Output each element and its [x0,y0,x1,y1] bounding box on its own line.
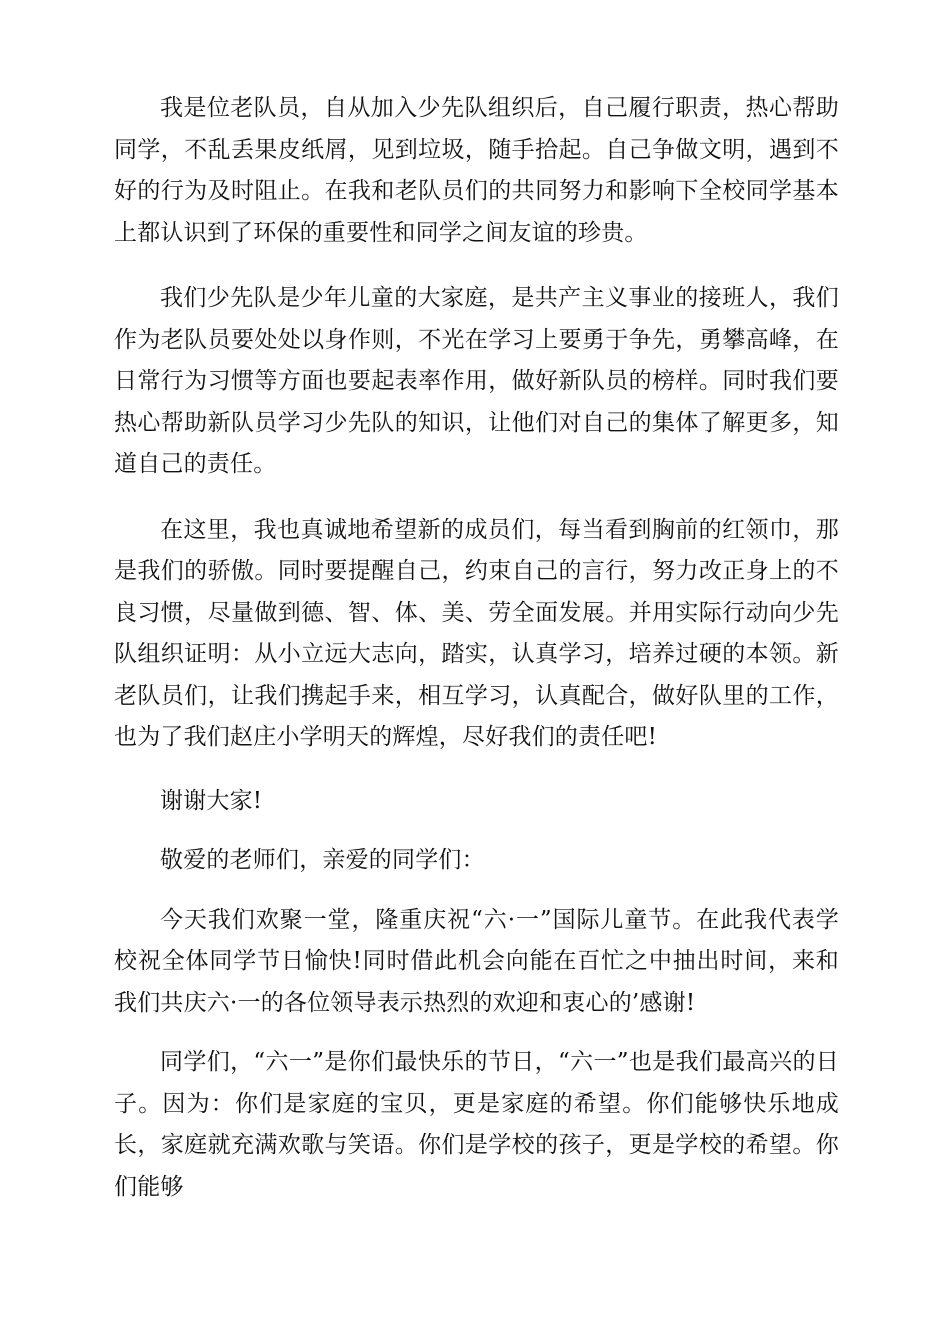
paragraph-happiest-festival: 同学们，“六一”是你们最快乐的节日，“六一”也是我们最高兴的日子。因为：你们是家庭的宝贝，更是家庭的希望。你们能够快乐地成长，家庭就充满欢歌与笑语。你们是学校的孩子，更是学校的希望。你们能够 [114,1049,839,1200]
paragraph-thanks: 谢谢大家! [160,787,263,814]
document-page [114,88,839,1208]
paragraph-childrens-day-greeting: 今天我们欢聚一堂，隆重庆祝“六·一”国际儿童节。在此我代表学校祝全体同学节日愉快!同时借此机会向能在百忙之中抽出时间，来和我们共庆六·一的各位领导表示热烈的欢迎和衷心的’感谢! [114,906,839,1016]
paragraph-old-member-duties: 我是位老队员，自从加入少先队组织后，自己履行职责，热心帮助同学，不乱丢果皮纸屑，见到垃圾，随手拾起。自己争做文明，遇到不好的行为及时阻止。在我和老队员们的共同努力和影响下全校同学基本上都认识到了环保的重要性和同学之间友谊的珍贵。 [114,95,839,246]
paragraph-salutation: 敬爱的老师们，亲爱的同学们： [160,847,485,873]
paragraph-young-pioneers-family: 我们少先队是少年儿童的大家庭，是共产主义事业的接班人，我们作为老队员要处处以身作则，不光在学习上要勇于争先，勇攀高峰，在日常行为习惯等方面也要起表率作用，做好新队员的榜样。同时我们要热心帮助新队员学习少先队的知识，让他们对自己的集体了解更多，知道自己的责任。 [114,285,839,477]
paragraph-hope-new-members: 在这里，我也真诚地希望新的成员们，每当看到胸前的红领巾，那是我们的骄傲。同时要提醒自己，约束自己的言行，努力改正身上的不良习惯，尽量做到德、智、体、美、劳全面发展。并用实际行动向少先队组织证明：从小立远大志向，踏实，认真学习，培养过硬的本领。新老队员们，让我们携起手来，相互学习，认真配合，做好队里的工作，也为了我们赵庄小学明天的辉煌，尽好我们的责任吧! [114,516,839,750]
